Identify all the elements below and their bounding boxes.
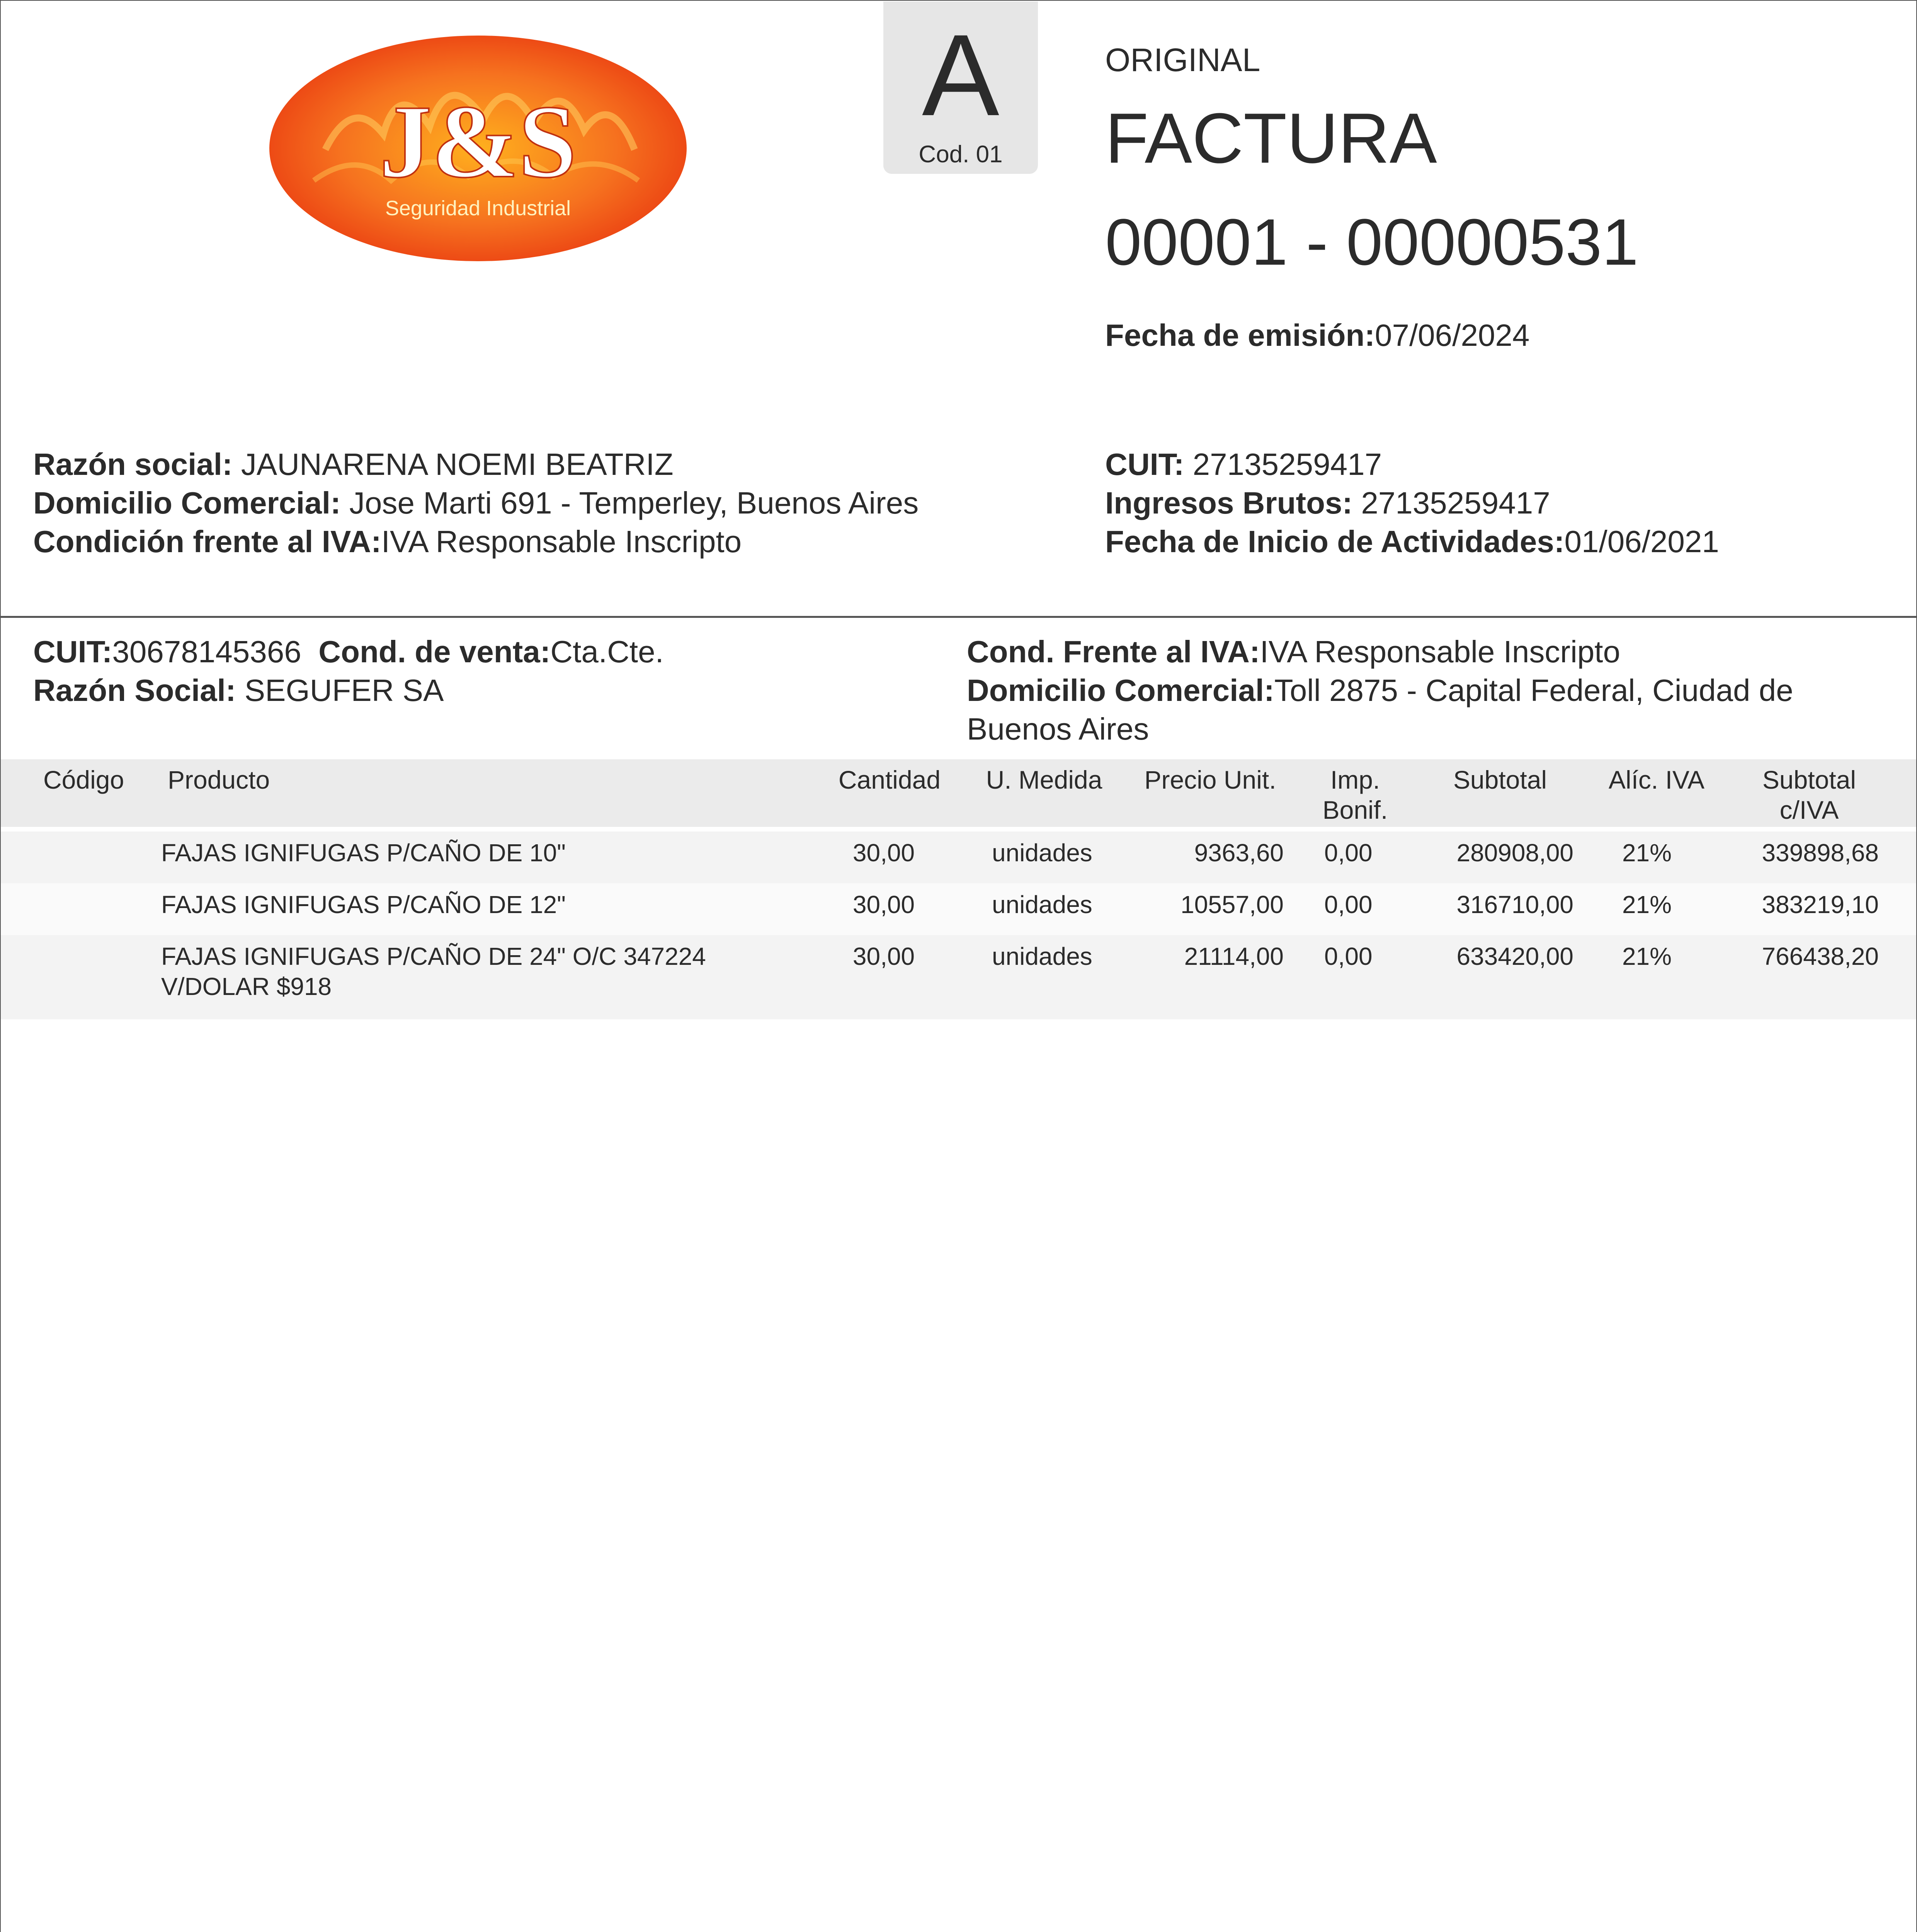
cell-cantidad: 30,00 [852,839,915,867]
label: CUIT: [33,634,112,669]
value: 30678145366 [112,634,301,669]
cell-producto-line1: FAJAS IGNIFUGAS P/CAÑO DE 12" [161,891,566,918]
col-subtotal-iva-line1: Subtotal [1762,765,1856,794]
cell-producto-line1: FAJAS IGNIFUGAS P/CAÑO DE 10" [161,839,566,867]
cell-umedida: unidades [992,891,1092,918]
label: Domicilio Comercial: [967,673,1274,707]
table-row [1,935,1916,1019]
issue-date [1105,318,1529,353]
issuer-inicio [1105,522,1897,561]
col-bonif-line1: Imp. [1330,765,1380,794]
label: Cond. Frente al IVA: [967,634,1260,669]
table-header [1,759,1916,827]
cell-cantidad: 30,00 [852,891,915,918]
value: IVA Responsable Inscripto [1260,634,1620,669]
col-bonif-line2: Bonif. [1322,796,1388,824]
table-row [1,832,1916,883]
cell-bonif: 0,00 [1324,942,1373,970]
client-iva [967,633,1894,671]
col-umedida: U. Medida [986,765,1102,794]
value: Jose Marti 691 - Temperley, Buenos Aires [349,486,919,520]
doc-type: FACTURA [1105,98,1437,178]
issue-date-label: Fecha de emisión: [1105,318,1375,352]
value: 27135259417 [1192,447,1382,481]
col-codigo: Código [43,765,124,794]
cell-subtotal: 633420,00 [1456,942,1573,970]
table-row [1,883,1916,935]
logo-text: J&S [379,84,577,199]
issue-date-value: 07/06/2024 [1374,318,1530,352]
label: Fecha de Inicio de Actividades: [1105,524,1565,559]
col-alic: Alíc. IVA [1608,765,1705,794]
value: Cta.Cte. [550,634,664,669]
value: 27135259417 [1361,486,1550,520]
invoice-letter-box [883,2,1038,174]
value: JAUNARENA NOEMI BEATRIZ [241,447,674,481]
col-subtotal-iva-line2: c/IVA [1779,796,1839,824]
client-info-right [967,633,1894,748]
invoice-code: Cod. 01 [919,141,1003,168]
cell-alic: 21% [1622,942,1672,970]
cell-subtotal: 280908,00 [1456,839,1573,867]
cell-precio: 9363,60 [1194,839,1284,867]
cell-producto [161,838,818,868]
col-precio: Precio Unit. [1144,765,1276,794]
cell-producto-line2: V/DOLAR $918 [161,973,332,1000]
cell-producto [161,889,818,920]
cell-cantidad: 30,00 [852,942,915,970]
issuer-iibb [1105,484,1897,522]
client-info-left [33,633,922,710]
value: IVA Responsable Inscripto [381,524,742,559]
label: Domicilio Comercial: [33,486,341,520]
label: Ingresos Brutos: [1105,486,1353,520]
label: Razón Social: [33,673,236,707]
col-producto: Producto [168,765,270,794]
invoice-letter: A [922,10,1000,140]
cell-subtotal-iva: 339898,68 [1762,839,1879,867]
label: CUIT: [1105,447,1184,481]
copy-label: ORIGINAL [1105,42,1260,78]
client-razon-social [33,671,922,710]
cell-umedida: unidades [992,839,1092,867]
cell-subtotal-iva: 766438,20 [1762,942,1879,970]
issuer-cuit [1105,445,1897,484]
col-subtotal-iva [1740,765,1879,825]
col-subtotal: Subtotal [1453,765,1547,794]
logo-subtitle: Seguridad Industrial [385,197,571,220]
cell-subtotal-iva: 383219,10 [1762,891,1879,918]
value: Toll 2875 - Capital Federal, Ciudad de Buenos Aires [967,673,1793,746]
cell-producto-line1: FAJAS IGNIFUGAS P/CAÑO DE 24" O/C 347224 [161,942,706,970]
issuer-info-right [1105,445,1897,561]
client-domicilio [967,671,1894,748]
cell-precio: 10557,00 [1180,891,1284,918]
cell-umedida: unidades [992,942,1092,970]
cell-producto [161,941,818,1002]
issuer-domicilio [33,484,922,522]
cell-alic: 21% [1622,839,1672,867]
issuer-iva [33,522,922,561]
col-cantidad: Cantidad [838,765,941,794]
invoice-number: 00001 - 00000531 [1105,206,1639,279]
label: Razón social: [33,447,233,481]
label: Condición frente al IVA: [33,524,381,559]
cell-alic: 21% [1622,891,1672,918]
client-cuit-line [33,633,922,671]
col-bonif [1307,765,1403,825]
value: SEGUFER SA [244,673,444,707]
issuer-info-left [33,445,922,561]
cell-bonif: 0,00 [1324,839,1373,867]
issuer-razon-social [33,445,922,484]
value: 01/06/2021 [1564,524,1719,559]
label: Cond. de venta: [318,634,551,669]
cell-subtotal: 316710,00 [1456,891,1573,918]
cell-precio: 21114,00 [1184,942,1284,970]
cell-bonif: 0,00 [1324,891,1373,918]
company-logo [267,34,689,264]
divider [1,616,1916,618]
